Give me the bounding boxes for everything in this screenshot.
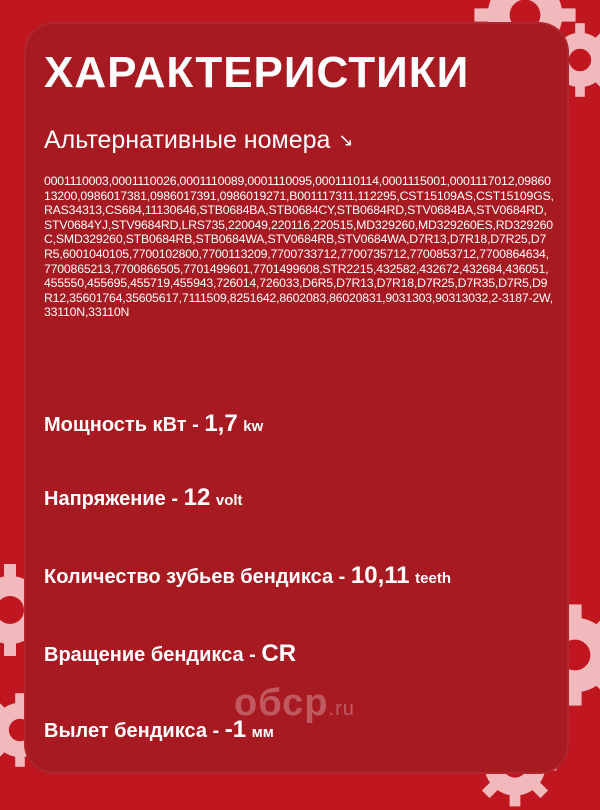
spec-card — [24, 22, 569, 774]
spec-label: Количество зубьев бендикса — [44, 566, 334, 588]
spec-unit: kw — [243, 418, 264, 435]
spec-value: CR — [261, 640, 297, 667]
spec-label: Мощность кВт — [44, 414, 187, 436]
spec-value: 12 — [183, 484, 211, 511]
spec-teeth: Количество зубьев бендикса - 10,11 teeth — [44, 562, 452, 589]
spec-label: Вылет бендикса — [44, 720, 207, 742]
spec-unit: teeth — [415, 570, 452, 587]
spec-label: Напряжение — [44, 488, 166, 510]
page-title: ХАРАКТЕРИСТИКИ — [44, 48, 470, 97]
section-heading — [44, 126, 354, 155]
alt-numbers-list: 0001110003,0001110026,0001110089,0001110095,0001110114,0001115001,0001117012,0986013200,0986017381,0986017391,0986019271,B001117311,112295,CST15109AS,CST15109GS,RAS34313,CS684,11130646,STB0684BA,STB0684CY,STB0684RD,STV0684BA,STV0684RD,STV0684YJ,STV9684RD,LRS735,220049,220116,220515,MD329260,MD329260ES,RD329260C,SMD329260,STB0684RB,STB0684WA,STV0684RB,STV0684WA,D7R13,D7R18,D7R25,D7R5,6001040105,7700102800,7700113209,7700733712,7700735712,7700853712,7700864634,7700865213,7700866505,7701499601,7701499608,STR2215,432582,432672,432684,436051,455550,455695,455719,455943,726014,726033,D6R5,D7R13,D7R18,D7R25,D7R35,D7R5,D9R12,35601764,35605617,7111509,8251642,8602083,86020831,9031303,90313032,2-3187-2W,33110N,33110N — [44, 174, 554, 320]
spec-value: 1,7 — [204, 410, 238, 437]
spec-value: 10,11 — [350, 562, 410, 589]
spec-voltage: Напряжение - 12 volt — [44, 484, 243, 511]
spec-offset: Вылет бендикса - -1 мм — [44, 716, 274, 743]
spec-power: Мощность кВт - 1,7 kw — [44, 410, 264, 437]
spec-rotation: Вращение бендикса - CR — [44, 640, 297, 667]
spec-unit: volt — [215, 492, 243, 509]
section-heading-label: Альтернативные номера — [44, 126, 331, 154]
spec-unit: мм — [251, 724, 274, 741]
spec-value: -1 — [224, 716, 247, 743]
arrow-down-right-icon: ↘ — [338, 130, 354, 150]
watermark-logo: обср.ru — [234, 682, 355, 724]
spec-label: Вращение бендикса — [44, 644, 244, 666]
